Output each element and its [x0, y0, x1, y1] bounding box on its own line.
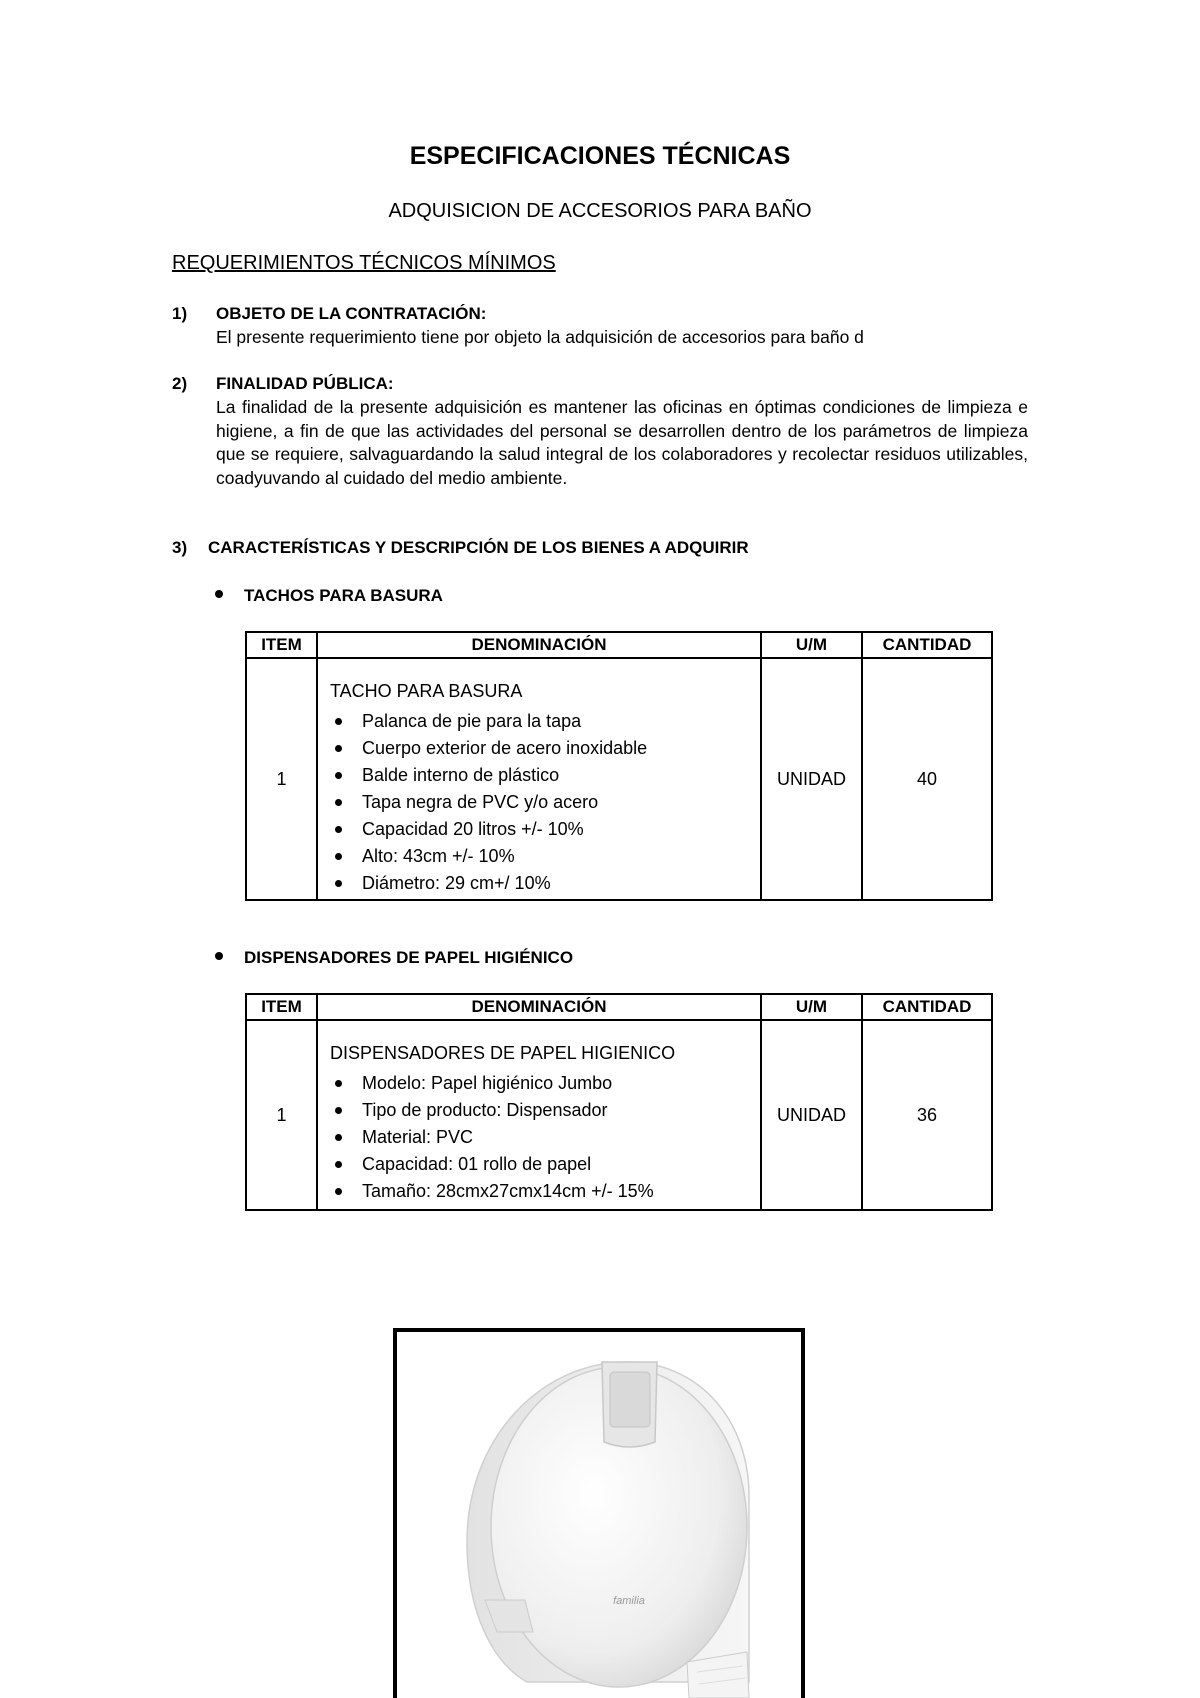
table-row [246, 1020, 992, 1210]
list-item: Tamaño: 28cmx27cmx14cm +/- 15% [330, 1178, 760, 1205]
um-cell: UNIDAD [761, 1020, 862, 1210]
product-photo [393, 1328, 805, 1698]
col-item: ITEM [246, 632, 317, 658]
section-2-number: 2) [172, 374, 188, 393]
section-1-body: El presente requerimiento tiene por objeto la adquisición de accesorios para baño d [216, 327, 864, 347]
col-cantidad: CANTIDAD [862, 632, 992, 658]
toilet-paper-dispenser-icon [397, 1332, 801, 1698]
col-denominacion: DENOMINACIÓN [317, 994, 761, 1020]
list-item: Capacidad: 01 rollo de papel [330, 1151, 760, 1178]
requirements-heading: REQUERIMIENTOS TÉCNICOS MÍNIMOS [172, 252, 556, 274]
product-name: DISPENSADORES DE PAPEL HIGIENICO [330, 1043, 676, 1063]
um-cell: UNIDAD [761, 658, 862, 900]
list-item: Balde interno de plástico [330, 762, 760, 789]
document-title: ESPECIFICACIONES TÉCNICAS [409, 142, 791, 170]
list-item: Tipo de producto: Dispensador [330, 1097, 760, 1124]
item-cell: 1 [246, 1020, 317, 1210]
item-cell: 1 [246, 658, 317, 900]
bullet-icon [215, 590, 223, 598]
feature-list [330, 708, 760, 897]
list-item: Palanca de pie para la tapa [330, 708, 760, 735]
section-2-body: La finalidad de la presente adquisición es mantener las oficinas en óptimas condiciones de limpieza e higiene, a fin de que las actividades del personal se desarrollen dentro de los parámetros de limpieza que se requiere, salvaguardando la salud integral de los colaboradores y recolectar residuos utilizables, coadyuvando al cuidado del medio ambiente. [216, 397, 1028, 488]
section-3-heading: CARACTERÍSTICAS Y DESCRIPCIÓN DE LOS BIENES A ADQUIRIR [208, 538, 749, 557]
document-subtitle: ADQUISICION DE ACCESORIOS PARA BAÑO [388, 200, 812, 222]
col-item: ITEM [246, 994, 317, 1020]
goods-1-heading: TACHOS PARA BASURA [244, 586, 443, 605]
cantidad-cell: 36 [862, 1020, 992, 1210]
list-item: Cuerpo exterior de acero inoxidable [330, 735, 760, 762]
goods-2-heading: DISPENSADORES DE PAPEL HIGIÉNICO [244, 948, 574, 967]
product-name: TACHO PARA BASURA [330, 681, 523, 701]
brand-logo: familia [613, 1595, 645, 1607]
list-item: Material: PVC [330, 1124, 760, 1151]
col-cantidad: CANTIDAD [862, 994, 992, 1020]
goods-2-table [245, 993, 993, 1211]
section-1-heading: OBJETO DE LA CONTRATACIÓN: [216, 304, 487, 323]
list-item: Tapa negra de PVC y/o acero [330, 789, 760, 816]
section-2-heading: FINALIDAD PÚBLICA: [216, 374, 394, 393]
feature-list [330, 1070, 760, 1205]
list-item: Diámetro: 29 cm+/ 10% [330, 870, 760, 897]
col-um: U/M [761, 994, 862, 1020]
col-denominacion: DENOMINACIÓN [317, 632, 761, 658]
denominacion-cell [317, 658, 761, 900]
list-item: Capacidad 20 litros +/- 10% [330, 816, 760, 843]
denominacion-cell [317, 1020, 761, 1210]
bullet-icon [215, 952, 223, 960]
section-1-number: 1) [172, 304, 188, 323]
col-um: U/M [761, 632, 862, 658]
list-item: Modelo: Papel higiénico Jumbo [330, 1070, 760, 1097]
goods-1-table [245, 631, 993, 901]
list-item: Alto: 43cm +/- 10% [330, 843, 760, 870]
table-row [246, 658, 992, 900]
cantidad-cell: 40 [862, 658, 992, 900]
section-3-number: 3) [172, 538, 188, 557]
